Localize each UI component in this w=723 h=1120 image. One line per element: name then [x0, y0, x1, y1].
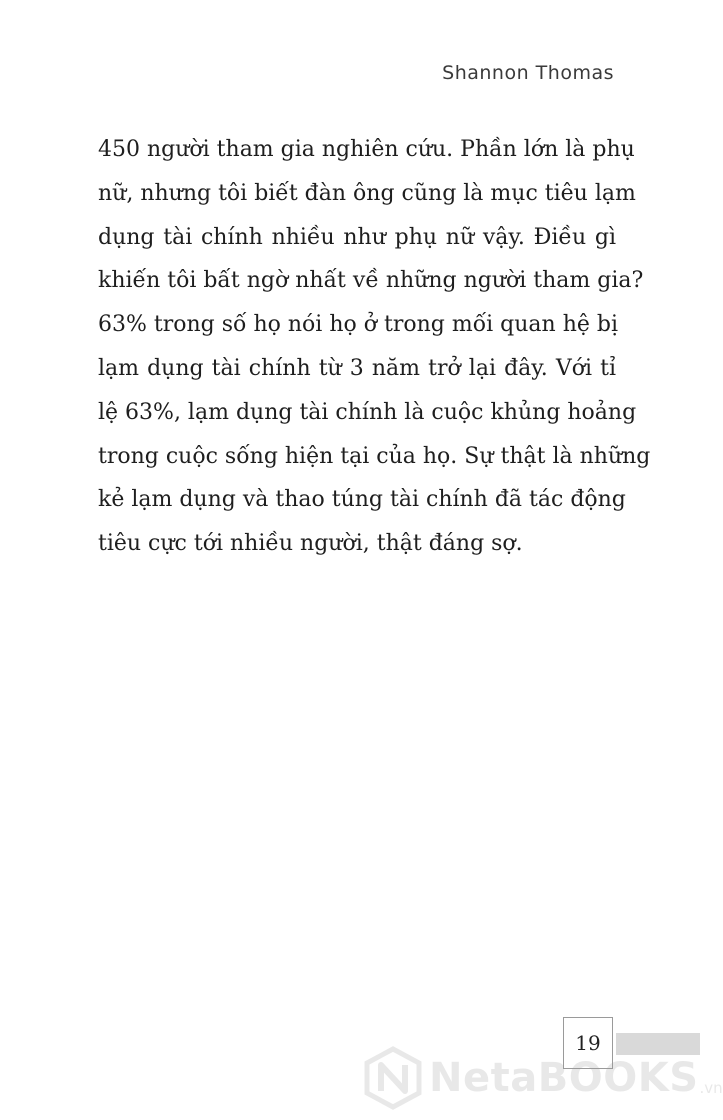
running-header-author: Shannon Thomas [442, 62, 614, 84]
watermark-domain-suffix: .vn [699, 1079, 723, 1097]
text-line: 63% trong số họ nói họ ở trong mối quan hệ bị [98, 312, 619, 338]
netabooks-logo-icon [365, 1047, 421, 1109]
watermark-logo [365, 1043, 723, 1113]
text-line: khiến tôi bất ngờ nhất về những người tham gia? [98, 268, 644, 294]
text-line: dụng tài chính nhiều như phụ nữ vậy. Điều gì [98, 224, 616, 250]
text-line: lệ 63%, lạm dụng tài chính là cuộc khủng hoảng [98, 399, 637, 425]
text-line: 450 người tham gia nghiên cứu. Phần lớn là phụ [98, 137, 635, 162]
text-line: kẻ lạm dụng và thao túng tài chính đã tác động [98, 487, 626, 513]
text-line: trong cuộc sống hiện tại của họ. Sự thật là những [98, 443, 651, 469]
watermark-brand: NetaBOOKS [429, 1055, 699, 1101]
text-line: lạm dụng tài chính từ 3 năm trở lại đây. Với tỉ [98, 355, 616, 381]
text-line: nữ, nhưng tôi biết đàn ông cũng là mục tiêu lạm [98, 180, 636, 206]
page-number: 19 [563, 1017, 613, 1069]
text-line: tiêu cực tới nhiều người, thật đáng sợ. [98, 531, 523, 557]
page-body-text [98, 128, 651, 566]
